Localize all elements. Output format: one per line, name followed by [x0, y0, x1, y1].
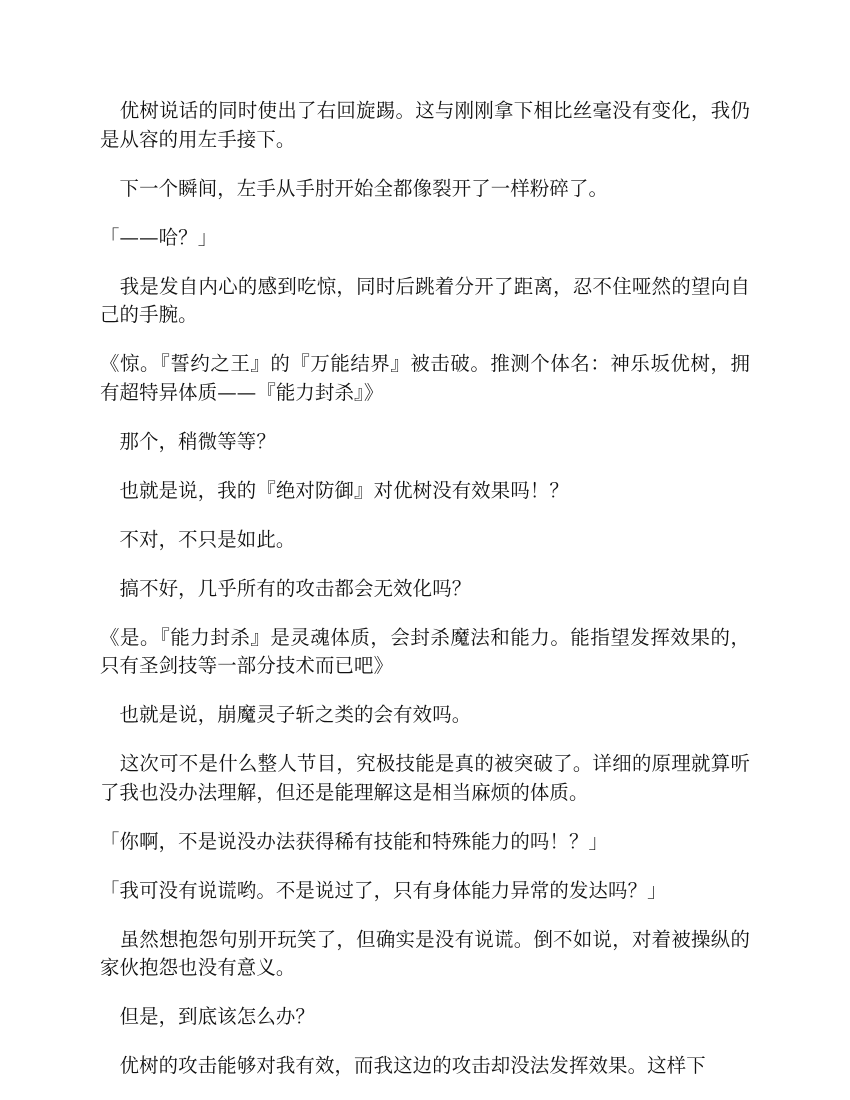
paragraph: 我是发自内心的感到吃惊，同时后跳着分开了距离，忍不住哑然的望向自己的手腕。 — [100, 274, 750, 326]
dialogue-line: 「——哈？」 — [100, 225, 218, 249]
paragraph: 优树的攻击能够对我有效，而我这边的攻击却没法发挥效果。这样下 — [100, 1054, 706, 1077]
paragraph: 但是，到底该怎么办？ — [100, 1005, 315, 1028]
system-voice-line: 《是。『能力封杀』是灵魂体质，会封杀魔法和能力。能指望发挥效果的，只有圣剑技等一部分技术而已吧》 — [100, 625, 750, 677]
paragraph: 不对，不只是如此。 — [100, 527, 296, 551]
paragraph: 也就是说，崩魔灵子斩之类的会有效吗。 — [100, 703, 472, 726]
paragraph: 也就是说，我的『绝对防御』对优树没有效果吗！？ — [100, 478, 569, 502]
system-voice-line: 《惊。『誓约之王』的『万能结界』被击破。推测个体名：神乐坂优树，拥有超特异体质——『能力封杀』》 — [100, 352, 750, 404]
paragraph: 搞不好，几乎所有的攻击都会无效化吗？ — [100, 576, 472, 600]
dialogue-line: 「我可没有说谎哟。不是说过了，只有身体能力异常的发达吗？」 — [100, 878, 667, 902]
paragraph: 那个，稍微等等？ — [100, 429, 276, 453]
paragraph: 优树说话的同时使出了右回旋踢。这与刚刚拿下相比丝毫没有变化，我仍是从容的用左手接下。 — [100, 99, 750, 151]
dialogue-line: 「你啊，不是说没办法获得稀有技能和特殊能力的吗！？」 — [100, 829, 609, 853]
paragraph: 虽然想抱怨句别开玩笑了，但确实是没有说谎。倒不如说，对着被操纵的家伙抱怨也没有意义。 — [100, 927, 750, 979]
paragraph: 这次可不是什么整人节目，究极技能是真的被突破了。详细的原理就算听了我也没办法理解，但还是能理解这是相当麻烦的体质。 — [100, 752, 750, 804]
paragraph: 下一个瞬间，左手从手肘开始全都像裂开了一样粉碎了。 — [100, 176, 609, 200]
